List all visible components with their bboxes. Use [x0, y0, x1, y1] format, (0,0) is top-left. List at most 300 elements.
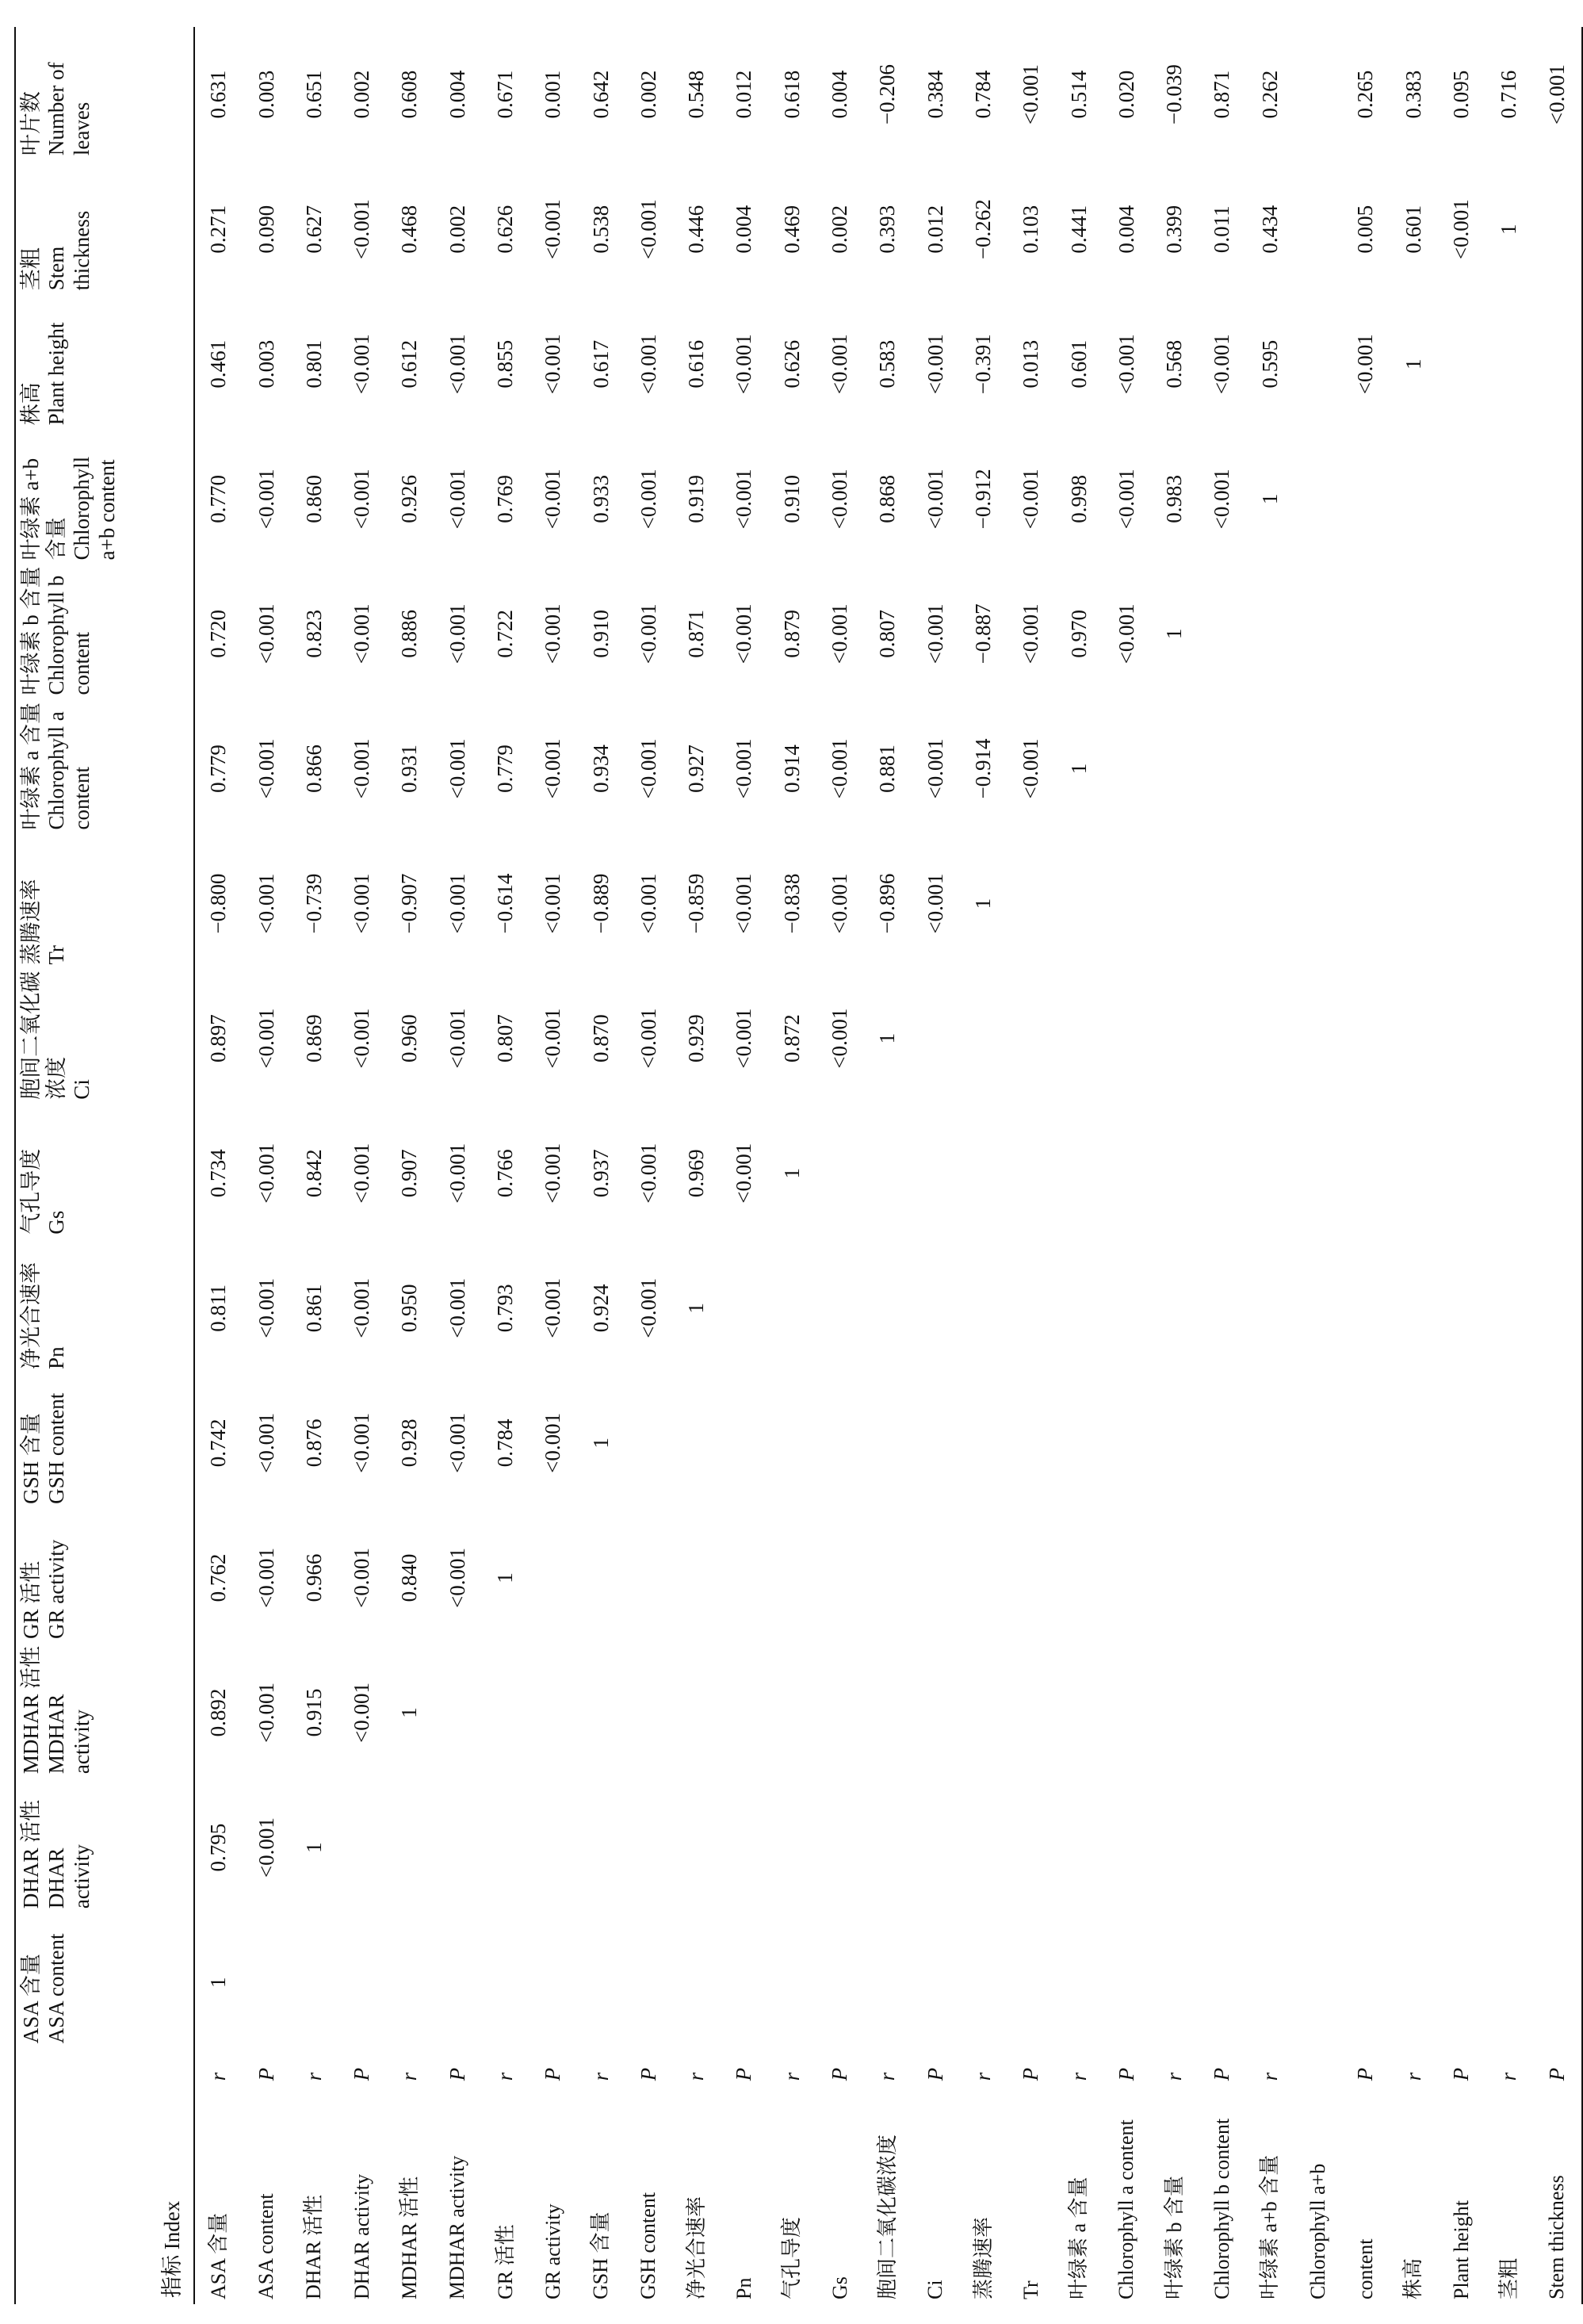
table-cell: 0.933 [588, 474, 613, 523]
table-cell [625, 1645, 673, 1780]
table-cell [1247, 1106, 1294, 1241]
table-row [1247, 27, 1294, 2304]
table-cell: 0.766 [493, 1149, 517, 1198]
table-cell [1247, 1376, 1294, 1510]
table-cell [1438, 297, 1485, 431]
table-cell: 0.384 [923, 70, 947, 119]
table-cell: <0.001 [541, 334, 565, 395]
header-label-en: Pn [44, 1346, 68, 1369]
table-cell [912, 1645, 959, 1780]
table-cell: 0.793 [493, 1284, 517, 1333]
table-cell [1199, 566, 1246, 701]
table-cell [1294, 1106, 1342, 1241]
table-cell [1342, 1645, 1390, 1780]
table-cell: 0.870 [588, 1014, 613, 1063]
row-stat-label: P [828, 2067, 852, 2081]
table-cell [673, 1510, 721, 1645]
table-cell: 1 [875, 1032, 900, 1044]
table-cell: <0.001 [541, 1277, 565, 1338]
table-cell [960, 1915, 1008, 2050]
table-cell: 0.931 [397, 745, 422, 793]
table-cell: <0.001 [1533, 27, 1581, 162]
header-cell [15, 162, 194, 297]
table-cell [1342, 837, 1390, 971]
table-cell: <0.001 [636, 1277, 660, 1338]
table-row [1533, 27, 1581, 2304]
table-cell [1008, 837, 1055, 971]
table-row [194, 27, 243, 2304]
table-cell: <0.001 [828, 469, 852, 530]
table-cell: 0.840 [397, 1553, 422, 1602]
row-index-label: MDHAR 活性 [398, 2176, 421, 2299]
row-stat-label: P [1019, 2067, 1043, 2081]
table-cell [1438, 701, 1485, 836]
table-cell: 0.461 [206, 339, 231, 389]
table-cell: <0.001 [541, 199, 565, 260]
table-cell: 0.927 [684, 745, 709, 793]
table-cell [1533, 1645, 1581, 1780]
table-cell: <0.001 [350, 603, 374, 664]
header-label-en: Ci [69, 1079, 94, 1100]
table-cell [1055, 1915, 1103, 2050]
table-cell: 0.872 [779, 1014, 804, 1063]
row-stat-label: P [1533, 2050, 1581, 2084]
header-label-en: Stem thickness [44, 210, 94, 291]
table-cell: 0.795 [206, 1823, 231, 1872]
table-cell: <0.001 [541, 738, 565, 799]
table-cell [1199, 1915, 1246, 2050]
table-cell [1533, 566, 1581, 701]
table-cell [1247, 1645, 1294, 1780]
header-cell [15, 837, 194, 971]
table-cell: 0.103 [1019, 205, 1043, 254]
table-cell [864, 1780, 912, 1915]
table-cell: <0.001 [1114, 603, 1138, 664]
table-cell: <0.001 [350, 1277, 374, 1338]
table-cell: <0.001 [636, 469, 660, 530]
table-cell [625, 1915, 673, 2050]
table-cell [1485, 566, 1533, 701]
table-cell: 0.012 [732, 70, 756, 119]
table-cell: 0.538 [588, 205, 613, 254]
table-cell [434, 1915, 481, 2050]
table-cell [1533, 1780, 1581, 1915]
table-cell [1151, 971, 1199, 1106]
table-cell: 0.784 [970, 70, 995, 119]
table-cell: 0.595 [1257, 339, 1282, 389]
table-cell: 0.910 [588, 610, 613, 658]
table-cell [1103, 1510, 1151, 1645]
table-cell [673, 1376, 721, 1510]
table-cell: 0.271 [206, 205, 231, 254]
header-cell [15, 1376, 194, 1510]
table-cell [1390, 1510, 1437, 1645]
table-cell [1533, 837, 1581, 971]
table-row [1103, 27, 1151, 2304]
table-cell: <0.001 [350, 1547, 374, 1608]
table-cell: <0.001 [732, 334, 756, 395]
table-cell: 0.734 [206, 1149, 231, 1198]
table-cell: 0.866 [301, 745, 326, 793]
table-cell: 1 [206, 1977, 231, 1988]
table-cell [1342, 1376, 1390, 1510]
table-cell: <0.001 [732, 738, 756, 799]
table-cell: <0.001 [732, 873, 756, 934]
table-row [1485, 27, 1533, 2304]
header-label-en: Gs [44, 1210, 68, 1235]
table-cell: 0.879 [779, 610, 804, 658]
table-cell: 0.966 [301, 1553, 326, 1602]
table-cell: 0.012 [923, 205, 947, 254]
table-cell: 0.907 [397, 1149, 422, 1198]
table-header-row [15, 27, 194, 2304]
table-cell [1485, 837, 1533, 971]
table-cell [960, 971, 1008, 1106]
row-index-label: Stem thickness [1533, 2084, 1581, 2304]
table-cell [1533, 1376, 1581, 1510]
table-cell: <0.001 [732, 1143, 756, 1204]
table-cell [721, 1645, 768, 1780]
table-cell: <0.001 [732, 469, 756, 530]
table-cell: 1 [397, 1707, 422, 1718]
table-cell [1485, 1376, 1533, 1510]
table-cell: <0.001 [254, 738, 278, 799]
row-stat-label: r [493, 2072, 517, 2081]
table-cell: 0.928 [397, 1419, 422, 1468]
table-cell [1533, 1915, 1581, 2050]
table-cell: 0.969 [684, 1149, 709, 1198]
table-cell: 0.393 [875, 205, 900, 254]
table-cell [1294, 971, 1342, 1106]
table-cell: −0.039 [1162, 64, 1187, 125]
table-row [912, 27, 959, 2304]
table-cell: 0.998 [1066, 474, 1091, 523]
table-cell: <0.001 [636, 1143, 660, 1204]
table-cell [960, 1645, 1008, 1780]
table-cell [1294, 1510, 1342, 1645]
table-cell: <0.001 [445, 334, 469, 395]
row-index-label: GR 活性 [493, 2224, 517, 2299]
row-stat-label: r [779, 2072, 804, 2081]
table-cell [1247, 701, 1294, 836]
row-stat-label: r [397, 2072, 422, 2081]
table-cell [1199, 837, 1246, 971]
table-cell [482, 1915, 530, 2050]
table-cell: <0.001 [923, 738, 947, 799]
table-row [769, 27, 816, 2304]
table-cell: <0.001 [350, 1683, 374, 1744]
table-cell: 0.004 [445, 70, 469, 119]
table-cell [1438, 837, 1485, 971]
table-cell: 0.642 [588, 70, 613, 119]
table-cell [1390, 1106, 1437, 1241]
table-cell [1247, 1780, 1294, 1915]
table-row [673, 27, 721, 2304]
header-label-zh: GSH 含量 [19, 1413, 43, 1504]
table-cell [960, 1510, 1008, 1645]
table-cell [386, 1915, 434, 2050]
table-cell: 0.468 [397, 205, 422, 254]
table-cell: <0.001 [732, 603, 756, 664]
header-label-en: ASA content [44, 1933, 68, 2044]
row-index-label: 株高 [1401, 2257, 1425, 2299]
table-cell [1342, 1915, 1390, 2050]
table-cell: −0.887 [970, 603, 995, 664]
header-label-en: GR activity [44, 1539, 68, 1639]
table-cell: <0.001 [350, 738, 374, 799]
table-cell: <0.001 [541, 1143, 565, 1204]
table-cell [1199, 1510, 1246, 1645]
table-cell: 0.937 [588, 1149, 613, 1198]
row-index-label: Chlorophyll b content [1210, 2118, 1234, 2299]
table-cell: 0.807 [875, 610, 900, 658]
table-cell [482, 1780, 530, 1915]
table-cell: 0.892 [206, 1688, 231, 1737]
table-cell [1294, 1645, 1342, 1780]
table-cell [1438, 1106, 1485, 1241]
table-cell: 1 [1066, 763, 1091, 775]
header-label-zh: 叶绿素 a 含量 [19, 703, 43, 830]
table-cell: 0.002 [636, 70, 660, 119]
header-stat-spacer [15, 2050, 194, 2084]
table-cell: 0.262 [1257, 70, 1282, 119]
table-cell [816, 1241, 864, 1376]
table-cell [1485, 1106, 1533, 1241]
table-cell: 0.626 [779, 339, 804, 389]
row-index-label: GSH content [637, 2192, 660, 2299]
table-cell [864, 1376, 912, 1510]
table-cell: 0.004 [1114, 205, 1138, 254]
row-stat-label: P [636, 2067, 660, 2081]
table-cell [1199, 971, 1246, 1106]
table-cell: 0.983 [1162, 474, 1187, 523]
table-cell [1390, 1915, 1437, 2050]
table-row [625, 27, 673, 2304]
table-cell: <0.001 [923, 603, 947, 664]
table-cell: 0.002 [350, 70, 374, 119]
header-label-en: Chlorophyll a+b content [69, 456, 119, 561]
row-stat-label: P [445, 2067, 469, 2081]
row-stat-label: r [970, 2072, 995, 2081]
table-cell [1008, 1376, 1055, 1510]
row-stat-label: P [541, 2067, 565, 2081]
table-cell [769, 1241, 816, 1376]
table-cell: <0.001 [636, 1008, 660, 1069]
table-cell [1103, 701, 1151, 836]
table-cell: <0.001 [254, 469, 278, 530]
table-cell: 0.950 [397, 1284, 422, 1333]
table-cell [625, 1510, 673, 1645]
table-cell: −0.896 [875, 873, 900, 934]
table-cell: <0.001 [350, 469, 374, 530]
table-cell [1533, 431, 1581, 566]
table-cell [1390, 1241, 1437, 1376]
table-cell [960, 1780, 1008, 1915]
table-cell [1390, 971, 1437, 1106]
table-cell [1342, 1510, 1390, 1645]
table-cell: <0.001 [254, 1683, 278, 1744]
table-cell [1199, 701, 1246, 836]
table-cell: 0.855 [493, 339, 517, 389]
table-cell: 0.861 [301, 1284, 326, 1333]
table-cell: 0.924 [588, 1284, 613, 1333]
table-cell: <0.001 [254, 1008, 278, 1069]
table-cell [1390, 566, 1437, 701]
table-cell [1055, 1645, 1103, 1780]
row-index-label: Gs [828, 2276, 851, 2299]
table-cell [960, 1376, 1008, 1510]
table-cell: 0.003 [254, 70, 278, 119]
table-cell: 0.779 [206, 745, 231, 793]
table-cell [1438, 1645, 1485, 1780]
table-cell: 0.446 [684, 205, 709, 254]
table-cell: <0.001 [828, 1008, 852, 1069]
table-cell: 0.004 [828, 70, 852, 119]
table-cell [1438, 1241, 1485, 1376]
table-cell [291, 1915, 338, 2050]
table-row [530, 27, 577, 2304]
table-cell [912, 1376, 959, 1510]
table-cell: 0.013 [1019, 339, 1043, 389]
table-cell [1008, 971, 1055, 1106]
table-row [960, 27, 1008, 2304]
table-cell: <0.001 [254, 873, 278, 934]
header-label-en: Tr [44, 945, 68, 965]
row-stat-label: P [1114, 2067, 1138, 2081]
table-cell [577, 1780, 625, 1915]
table-cell [1294, 1915, 1342, 2050]
table-cell: 0.807 [493, 1014, 517, 1063]
table-cell [625, 1376, 673, 1510]
table-cell: 1 [301, 1842, 326, 1853]
table-cell: 0.441 [1066, 205, 1091, 254]
table-cell [1247, 566, 1294, 701]
table-cell [912, 1780, 959, 1915]
table-cell [1151, 1376, 1199, 1510]
table-cell [1342, 431, 1390, 566]
table-cell [912, 971, 959, 1106]
table-cell: 0.616 [684, 339, 709, 389]
table-cell: 0.090 [254, 205, 278, 254]
table-cell [1342, 1106, 1390, 1241]
table-cell: 0.886 [397, 610, 422, 658]
table-cell: 0.601 [1066, 339, 1091, 389]
row-index-label: Tr [1019, 2280, 1042, 2299]
table-cell: <0.001 [254, 1277, 278, 1338]
table-cell [1390, 1376, 1437, 1510]
row-index-label: Pn [732, 2277, 756, 2299]
table-body [194, 27, 1582, 2304]
table-cell [1294, 1376, 1342, 1510]
table-cell: 1 [1162, 628, 1187, 640]
table-cell [625, 1780, 673, 1915]
header-cell [15, 1915, 194, 2050]
table-cell: <0.001 [350, 1008, 374, 1069]
table-cell: <0.001 [636, 873, 660, 934]
table-cell: <0.001 [350, 334, 374, 395]
correlation-table [14, 27, 1583, 2304]
row-index-label: 气孔导度 [780, 2216, 804, 2299]
table-cell [482, 1645, 530, 1780]
row-index-label: DHAR 活性 [302, 2194, 326, 2299]
table-cell: 1 [779, 1167, 804, 1179]
table-cell: 0.001 [541, 70, 565, 119]
table-cell [1294, 297, 1342, 431]
table-cell: 0.399 [1162, 205, 1187, 254]
table-cell: 0.618 [779, 70, 804, 119]
table-cell [1294, 837, 1342, 971]
row-index-label: GR activity [541, 2203, 564, 2299]
table-row [1199, 27, 1246, 2304]
table-cell: <0.001 [445, 1277, 469, 1338]
table-cell [1103, 1106, 1151, 1241]
table-cell: <0.001 [636, 738, 660, 799]
table-cell: 0.801 [301, 339, 326, 389]
table-row [434, 27, 481, 2304]
table-cell [530, 1780, 577, 1915]
row-index-label: Chlorophyll a+b [1306, 2163, 1329, 2299]
table-cell: 0.742 [206, 1419, 231, 1468]
table-cell [960, 1241, 1008, 1376]
table-row [864, 27, 912, 2304]
table-cell [1151, 1241, 1199, 1376]
table-cell: <0.001 [254, 1143, 278, 1204]
table-row [243, 27, 290, 2304]
table-cell: −0.206 [875, 64, 900, 125]
table-cell: 0.005 [1353, 205, 1378, 254]
table-cell: 0.469 [779, 205, 804, 254]
row-stat-label: P [1353, 2067, 1378, 2081]
table-cell: 0.784 [493, 1419, 517, 1468]
table-cell: 0.617 [588, 339, 613, 389]
table-cell: 0.003 [254, 339, 278, 389]
table-cell: −0.838 [779, 873, 804, 934]
table-cell: 0.934 [588, 745, 613, 793]
table-cell: 0.583 [875, 339, 900, 389]
row-stat-label: P [923, 2067, 947, 2081]
table-cell: 1 [1497, 224, 1521, 235]
row-index-label: 叶绿素 a+b 含量 [1258, 2154, 1282, 2299]
table-cell: 0.601 [1401, 205, 1425, 254]
table-row [482, 27, 530, 2304]
table-cell: <0.001 [1448, 199, 1473, 260]
table-row [1055, 27, 1103, 2304]
table-cell: <0.001 [1019, 603, 1043, 664]
table-cell: 0.651 [301, 70, 326, 119]
table-cell [816, 1376, 864, 1510]
header-label-zh: 茎粗 [19, 247, 43, 291]
table-cell [1342, 701, 1390, 836]
row-stat-label: P [1210, 2067, 1234, 2081]
table-cell [1008, 1915, 1055, 2050]
row-index-label: 净光合速率 [684, 2196, 708, 2299]
table-cell [864, 1106, 912, 1241]
table-cell [1533, 1241, 1581, 1376]
table-cell: 0.722 [493, 610, 517, 658]
table-cell [1294, 162, 1342, 297]
table-cell: <0.001 [732, 1008, 756, 1069]
table-cell [1247, 971, 1294, 1106]
table-cell [1533, 1106, 1581, 1241]
table-cell: 0.860 [301, 474, 326, 523]
row-index-label: 胞间二氧化碳浓度 [875, 2134, 899, 2299]
header-label-zh: 胞间二氧化碳浓度 [19, 971, 68, 1100]
table-cell: <0.001 [350, 873, 374, 934]
table-cell [1342, 566, 1390, 701]
table-cell: 0.871 [684, 610, 709, 658]
table-cell [1390, 1645, 1437, 1780]
table-cell: <0.001 [828, 738, 852, 799]
